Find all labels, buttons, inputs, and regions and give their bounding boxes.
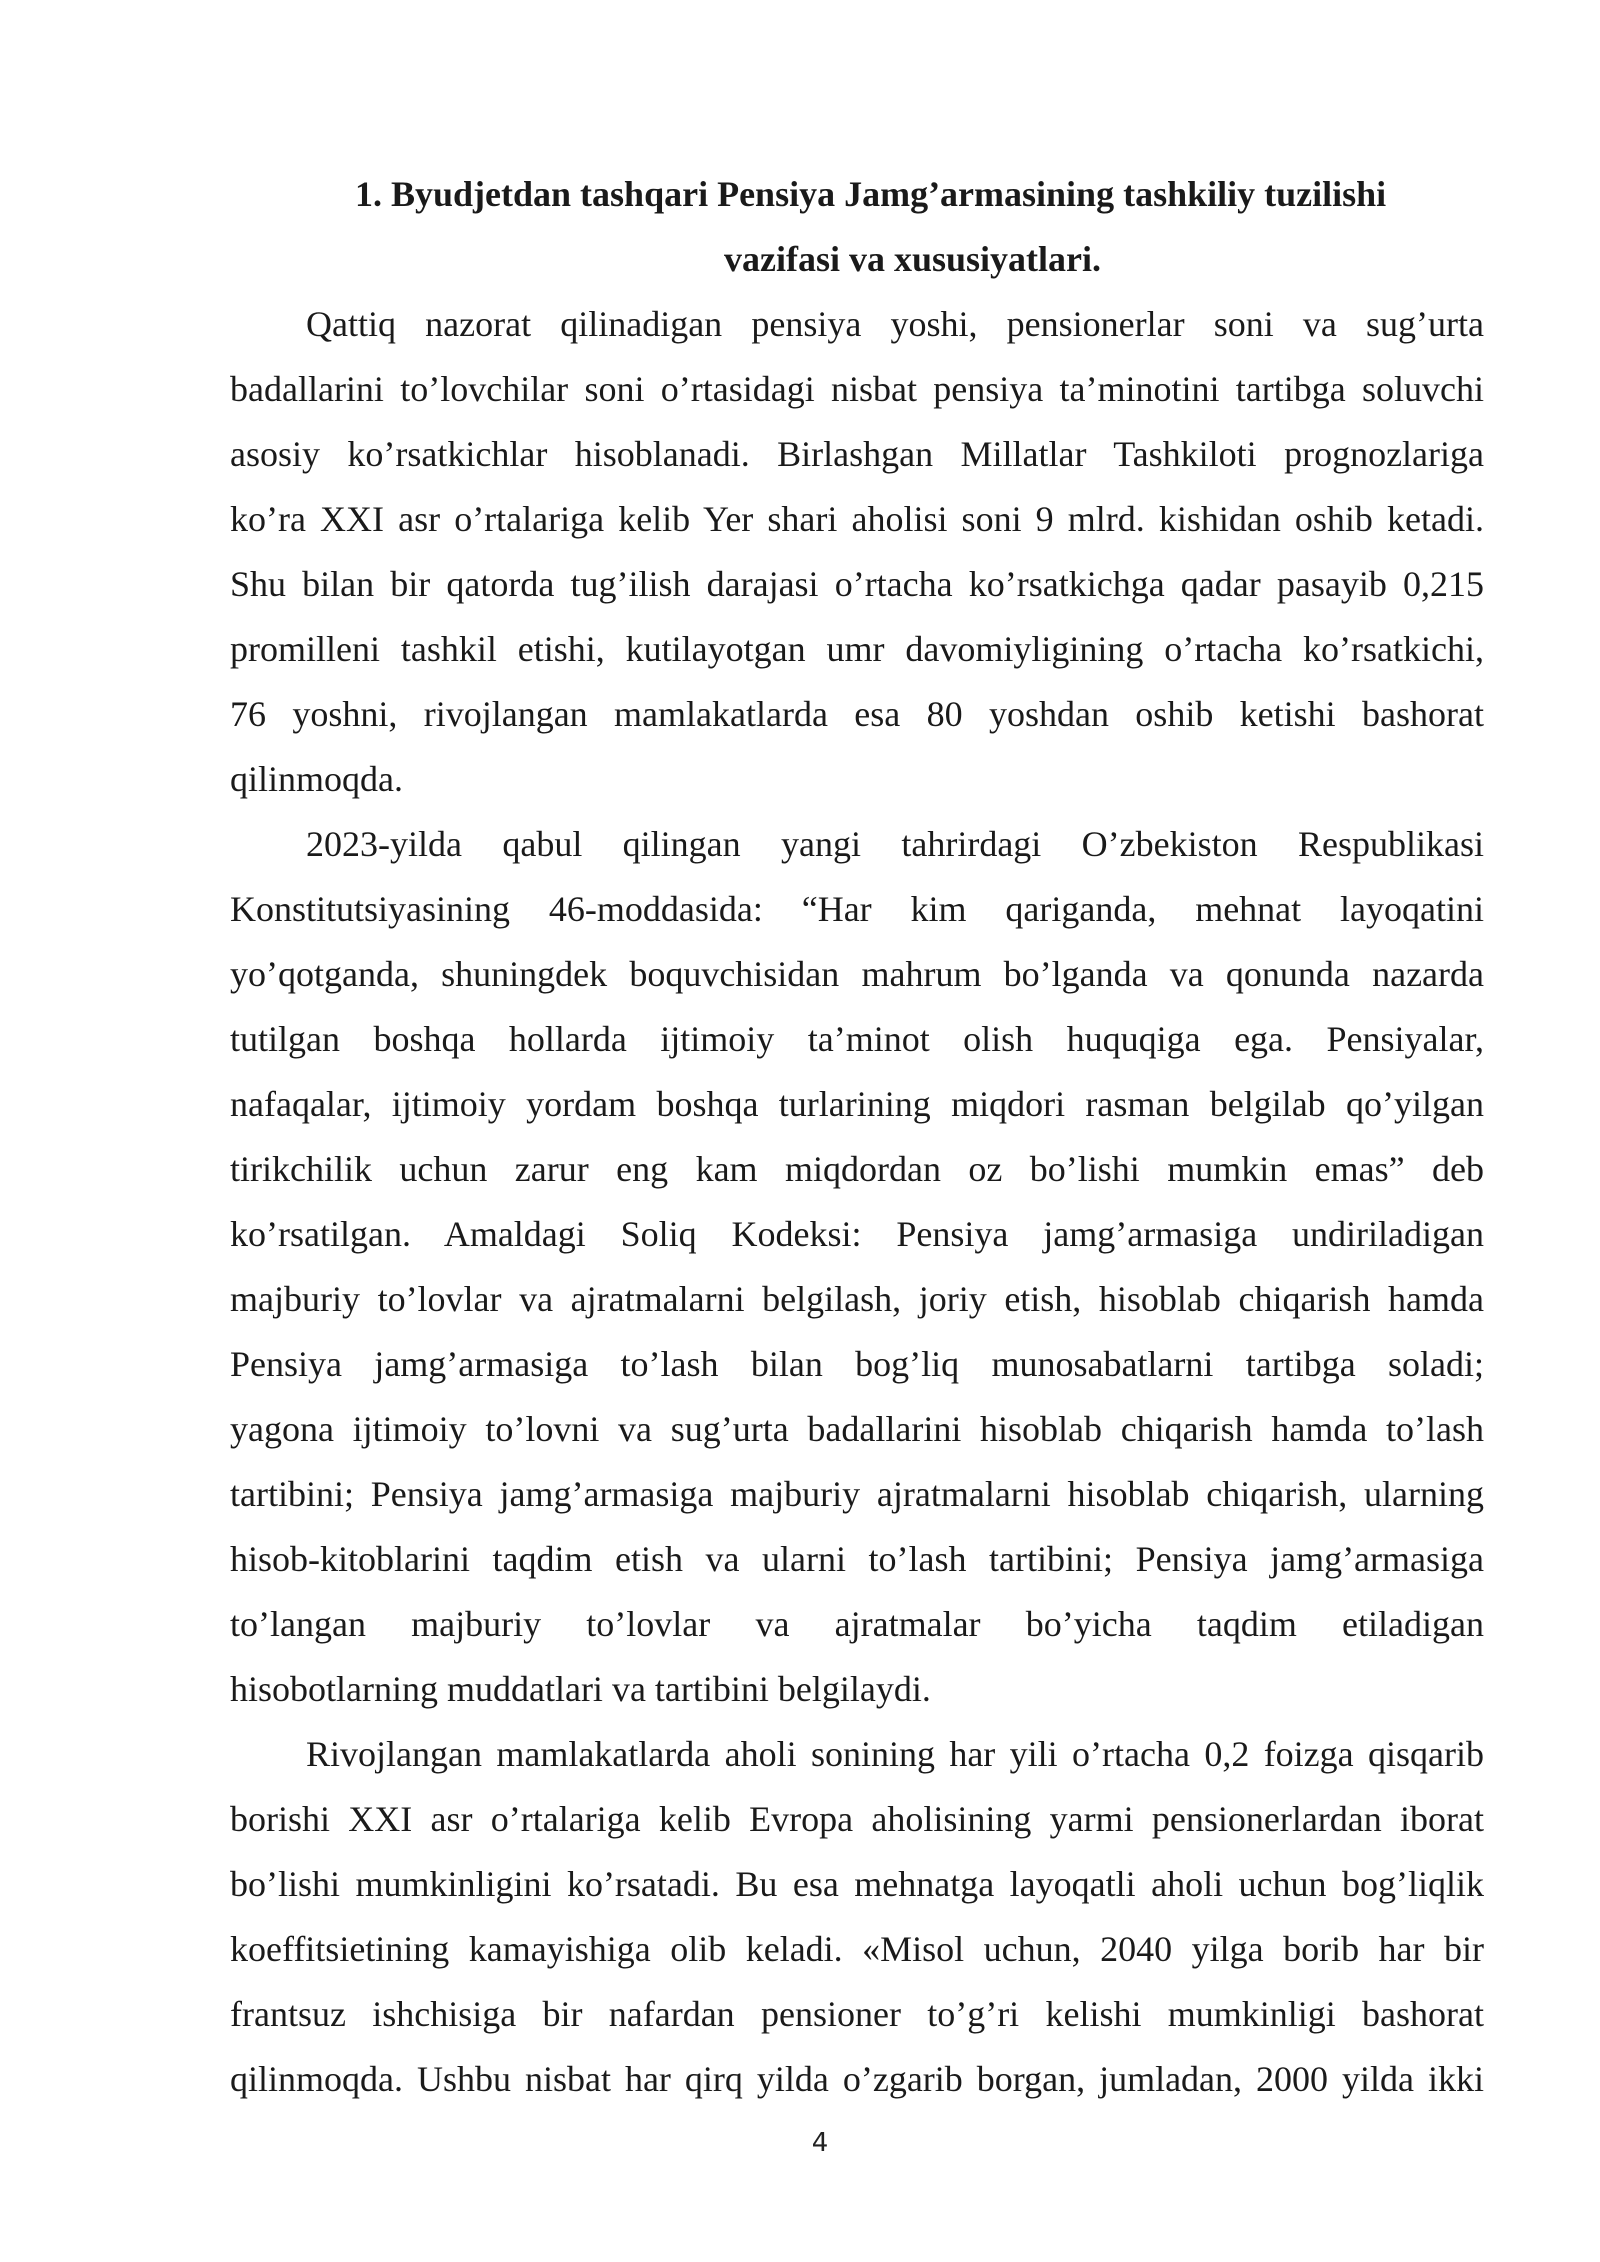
paragraph-2-line-9: Pensiya jamg’armasiga to’lash bilan bog’liq munosabatlarni tartibga soladi; xyxy=(230,1344,1484,1384)
paragraph-2-line-8: majburiy to’lovlar va ajratmalarni belgilash, joriy etish, hisoblab chiqarish hamda xyxy=(230,1279,1484,1319)
paragraph-2-line-7: ko’rsatilgan. Amaldagi Soliq Kodeksi: Pensiya jamg’armasiga undiriladigan xyxy=(230,1214,1484,1254)
paragraph-3-line-4: koeffitsietining kamayishiga olib keladi. «Misol uchun, 2040 yilga borib har bir xyxy=(230,1929,1484,1969)
section-heading-line-2: vazifasi va xususiyatlari. xyxy=(724,239,1102,279)
paragraph-1-line-5: Shu bilan bir qatorda tug’ilish darajasi o’rtacha ko’rsatkichga qadar pasayib 0,215 xyxy=(230,564,1484,604)
paragraph-2-line-12: hisob-kitoblarini taqdim etish va ularni to’lash tartibini; Pensiya jamg’armasiga xyxy=(230,1539,1484,1579)
paragraph-2-line-6: tirikchilik uchun zarur eng kam miqdordan oz bo’lishi mumkin emas” deb xyxy=(230,1149,1484,1189)
paragraph-1-line-4: ko’ra XXI asr o’rtalariga kelib Yer shari aholisi soni 9 mlrd. kishidan oshib ketadi. xyxy=(230,499,1484,539)
paragraph-1-line-6: promilleni tashkil etishi, kutilayotgan umr davomiyligining o’rtacha ko’rsatkichi, xyxy=(230,629,1484,669)
paragraph-3-line-5: frantsuz ishchisiga bir nafardan pensioner to’g’ri kelishi mumkinligi bashorat xyxy=(230,1994,1484,2034)
paragraph-2-line-5: nafaqalar, ijtimoiy yordam boshqa turlarining miqdori rasman belgilab qo’yilgan xyxy=(230,1084,1484,1124)
paragraph-1-line-3: asosiy ko’rsatkichlar hisoblanadi. Birlashgan Millatlar Tashkiloti prognozlariga xyxy=(230,434,1484,474)
section-heading-line-1: 1. Byudjetdan tashqari Pensiya Jamg’armasining tashkiliy tuzilishi xyxy=(355,174,1387,214)
paragraph-2-line-14: hisobotlarning muddatlari va tartibini belgilaydi. xyxy=(230,1669,931,1709)
paragraph-2-line-1: 2023-yilda qabul qilingan yangi tahrirdagi O’zbekiston Respublikasi xyxy=(306,824,1484,864)
page-number: 4 xyxy=(811,2128,829,2158)
paragraph-3-line-2: borishi XXI asr o’rtalariga kelib Evropa aholisining yarmi pensionerlardan iborat xyxy=(230,1799,1484,1839)
paragraph-3-line-6: qilinmoqda. Ushbu nisbat har qirq yilda o’zgarib borgan, jumladan, 2000 yilda ikki xyxy=(230,2059,1484,2099)
paragraph-1-line-1: Qattiq nazorat qilinadigan pensiya yoshi, pensionerlar soni va sug’urta xyxy=(306,304,1484,344)
paragraph-1-line-7: 76 yoshni, rivojlangan mamlakatlarda esa 80 yoshdan oshib ketishi bashorat xyxy=(230,694,1484,734)
paragraph-2-line-13: to’langan majburiy to’lovlar va ajratmalar bo’yicha taqdim etiladigan xyxy=(230,1604,1484,1644)
paragraph-3-line-1: Rivojlangan mamlakatlarda aholi sonining har yili o’rtacha 0,2 foizga qisqarib xyxy=(306,1734,1484,1774)
paragraph-2-line-3: yo’qotganda, shuningdek boquvchisidan mahrum bo’lganda va qonunda nazarda xyxy=(230,954,1484,994)
paragraph-2-line-4: tutilgan boshqa hollarda ijtimoiy ta’minot olish huquqiga ega. Pensiyalar, xyxy=(230,1019,1484,1059)
paragraph-1-line-8: qilinmoqda. xyxy=(230,759,403,799)
paragraph-1-line-2: badallarini to’lovchilar soni o’rtasidagi nisbat pensiya ta’minotini tartibga soluvchi xyxy=(230,369,1484,409)
paragraph-2-line-11: tartibini; Pensiya jamg’armasiga majburiy ajratmalarni hisoblab chiqarish, ularning xyxy=(230,1474,1484,1514)
paragraph-3-line-3: bo’lishi mumkinligini ko’rsatadi. Bu esa mehnatga layoqatli aholi uchun bog’liqlik xyxy=(230,1864,1484,1904)
paragraph-2-line-10: yagona ijtimoiy to’lovni va sug’urta badallarini hisoblab chiqarish hamda to’lash xyxy=(230,1409,1484,1449)
paragraph-2-line-2: Konstitutsiyasining 46-moddasida: “Har kim qariganda, mehnat layoqatini xyxy=(230,889,1484,929)
